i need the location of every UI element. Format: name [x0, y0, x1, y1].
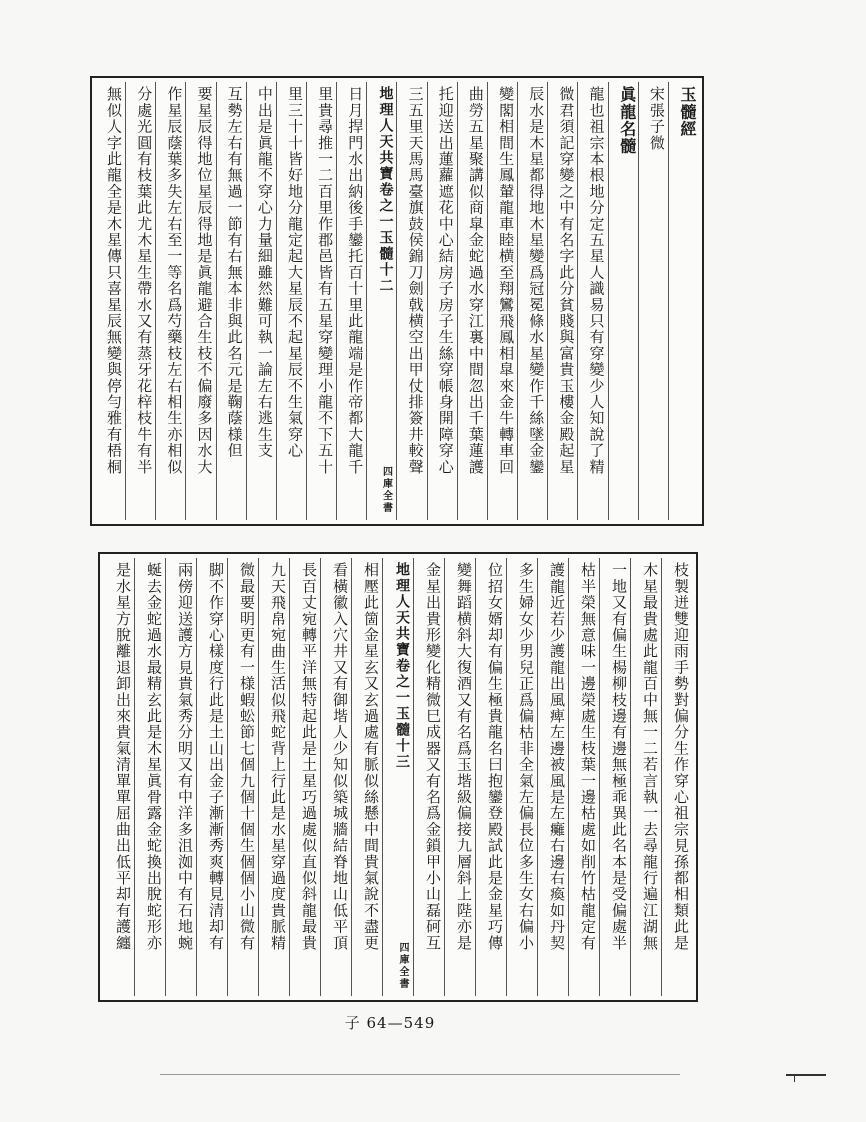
upper-column — [155, 82, 185, 520]
upper-column-text: 宋張子微 — [647, 86, 666, 151]
lower-collection-mark: 四庫全書 — [397, 942, 408, 990]
upper-column-text: 里三十十皆好地分龍定起大星辰不起星辰不生氣穿心 — [285, 86, 304, 459]
upper-column — [547, 82, 577, 520]
upper-column-text: 日月捍門水出納後手鑾托百十里此龍端是作帝都大龍千 — [346, 86, 365, 475]
lower-column-text: 相壓此箇金星玄又玄過處有脈似絲懸中間貴氣說不盡更 — [362, 562, 380, 951]
upper-column-text: 無似人字此龍全是木星傳只喜星辰無變與停勻雅有梧桐 — [105, 86, 124, 475]
upper-column-text: 龍也祖宗本根地分定五星人識易只有穿變少人知說了精 — [587, 86, 606, 475]
upper-column — [366, 82, 396, 520]
upper-column — [517, 82, 547, 520]
lower-column-text: 看橫徽入穴井又有御堦人少知似築城牆結脊地山低平頂 — [331, 562, 349, 951]
column-group-lower — [104, 558, 692, 996]
upper-column-text: 曲勞五星聚講似商皐金蛇過水穿江裏中間忽出千葉蓮護 — [466, 86, 485, 475]
lower-column-text: 護龍近若少護龍出風痺左邊被風是左癱右邊右瘓如丹契 — [548, 562, 566, 951]
upper-column — [668, 82, 698, 520]
upper-column-text: 玉髓經 — [678, 86, 697, 138]
edge-mark — [786, 1074, 826, 1076]
lower-column-text: 兩傍迎送護方見貴氣秀分明又有中洋多沮洳中有石地蜿 — [176, 562, 194, 951]
lower-column — [661, 558, 692, 996]
lower-column-text: 脚不作穿心樣度行此是土山出金子漸漸秀爽轉見清却有 — [207, 562, 225, 951]
lower-column-text: 位招女婿却有偏生極貴龍名曰抱鑾登殿試此是金星巧傳 — [486, 562, 504, 951]
upper-column — [276, 82, 306, 520]
upper-column-text: 三五里天馬馬臺旗鼓侯錦刀劍戟横空出甲仗排簽井較聲 — [406, 86, 425, 475]
upper-column — [638, 82, 668, 520]
upper-column — [577, 82, 607, 520]
edge-tick — [794, 1076, 795, 1082]
upper-column — [608, 82, 638, 520]
lower-column — [630, 558, 661, 996]
upper-column — [427, 82, 457, 520]
upper-column-text: 辰水是木星都得地木星變爲冠冕條水星變作千絲墜金鑾 — [527, 86, 546, 475]
upper-column — [487, 82, 517, 520]
upper-column — [246, 82, 276, 520]
upper-column-text: 微君須記穿變之中有名字此分貧賤與富貴玉樓金殿起星 — [557, 86, 576, 475]
lower-column — [413, 558, 444, 996]
lower-column — [258, 558, 289, 996]
lower-column-text: 枝製迸雙迎雨手勢對偏分生作穿心祖宗見孫都相類此是 — [672, 562, 690, 951]
text-panel-upper — [90, 76, 704, 526]
upper-column-text: 變閣相間生鳳輦龍車睦横至翔鸞飛鳳相皐來金牛轉車回 — [497, 86, 516, 475]
lower-column-text: 地理人天共寶卷之一玉髓十三 — [394, 562, 410, 770]
upper-column — [96, 82, 125, 520]
bottom-rule — [160, 1074, 680, 1075]
upper-column — [336, 82, 366, 520]
lower-column — [537, 558, 568, 996]
upper-column-text: 分處光圓有枝葉此尤木星生帶水又有蒸牙花梓枝牛有半 — [135, 86, 154, 475]
lower-column — [599, 558, 630, 996]
upper-column — [306, 82, 336, 520]
upper-column — [216, 82, 246, 520]
lower-column — [289, 558, 320, 996]
lower-column-text: 九天飛帛宛曲生活似飛蛇背上行此是水星穿過度貴脈精 — [269, 562, 287, 951]
lower-column-text: 蜒去金蛇過水最精玄此是木星眞骨露金蛇換出脫蛇形亦 — [145, 562, 163, 951]
lower-column — [506, 558, 537, 996]
upper-column-text: 托迎送出蓮蘿遮花中心結房子房子生絲穿帳身開障穿心 — [436, 86, 455, 475]
upper-collection-mark: 四庫全書 — [380, 466, 392, 514]
upper-column-text: 中出是眞龍不穿心力量細雖然難可執一論左右逃生支 — [255, 86, 274, 459]
lower-column-text: 微最要明更有一様蝦蚣節七個九個十個生個個小山微有 — [238, 562, 256, 951]
upper-column — [457, 82, 487, 520]
text-panel-lower — [98, 552, 698, 1002]
upper-column-text: 要星辰得地位星辰得地是眞龍避合生枝不偏廢多因水大 — [195, 86, 214, 475]
lower-column — [165, 558, 196, 996]
lower-column-text: 變舞蹈横斜大復酒又有名爲玉堦級偏接九層斜上陛亦是 — [455, 562, 473, 951]
lower-column — [196, 558, 227, 996]
upper-column-text: 作星辰蔭葉多失左右至一等名爲芍藥枝左右相生亦相似 — [165, 86, 184, 475]
lower-column-text: 木星最貴處此龍百中無一二若言執一去尋龍行遍江湖無 — [641, 562, 659, 951]
upper-column — [125, 82, 155, 520]
upper-column — [185, 82, 215, 520]
lower-column — [320, 558, 351, 996]
lower-column — [568, 558, 599, 996]
upper-column — [396, 82, 426, 520]
lower-column — [104, 558, 134, 996]
lower-column — [227, 558, 258, 996]
lower-column — [444, 558, 475, 996]
upper-column-text: 眞龍名髓 — [617, 86, 637, 155]
lower-column — [351, 558, 382, 996]
upper-column-text: 互勢左右有無過一節有右無本非與此名元是鞠蔭様但 — [225, 86, 244, 459]
lower-column-text: 一地又有偏生楊柳枝邊有邊無極乖異此名本是受偏處半 — [610, 562, 628, 951]
lower-column — [382, 558, 413, 996]
lower-column-text: 枯半榮無意味一邊榮處生枝葉一邊枯處如削竹枯龍定有 — [579, 562, 597, 951]
lower-column — [134, 558, 165, 996]
lower-column-text: 是水星方脫離退卸出來貴氣清單單屈曲出低平却有護纏 — [114, 562, 132, 951]
upper-column-text: 地理人天共寶卷之一玉髓十二 — [377, 86, 394, 294]
lower-column-text: 長百丈宛轉平洋無特起此是土星巧過處似直似斜龍最貴 — [300, 562, 318, 951]
column-group-upper — [96, 82, 698, 520]
page-number: 子 64—549 — [344, 1014, 436, 1032]
lower-column-text: 多生婦女少男兒正爲偏枯非全氣左偏長位多生女右偏小 — [517, 562, 535, 951]
lower-column-text: 金星出貴形變化精微巳成器又有名爲金鎖甲小山磊砢互 — [424, 562, 442, 951]
upper-column-text: 里貴尋推一二百里作郡邑皆有五星穿變理小龍不下五十 — [316, 86, 335, 475]
lower-column — [475, 558, 506, 996]
